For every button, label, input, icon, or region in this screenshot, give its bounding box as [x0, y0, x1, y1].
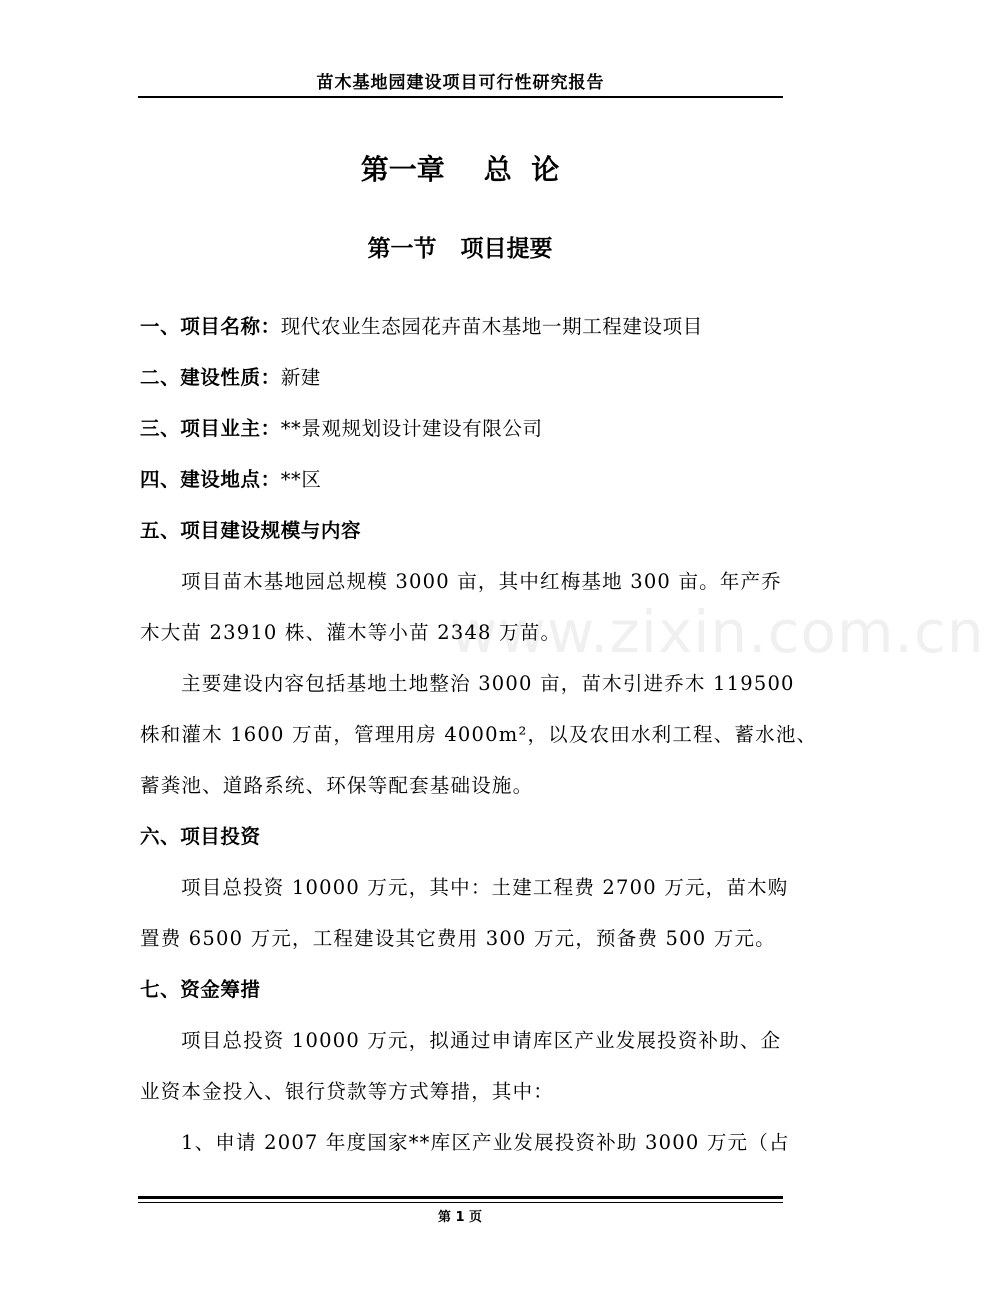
content-line-1: 主要建设内容包括基地土地整治 3000 亩，苗木引进乔木 119500	[181, 672, 795, 695]
item-construction-type	[140, 362, 321, 390]
item-project-name	[140, 311, 703, 339]
page-number: 第 1 页	[437, 1210, 483, 1225]
investment-line-1: 项目总投资 10000 万元，其中：土建工程费 2700 万元，苗木购	[181, 876, 789, 899]
item-value: 现代农业生态园花卉苗木基地一期工程建设项目	[280, 315, 703, 338]
header-rule	[138, 96, 783, 98]
item-label: 五、项目建设规模与内容	[140, 519, 362, 542]
item-label: 一、项目名称：	[140, 315, 281, 338]
investment-line-2: 置费 6500 万元，工程建设其它费用 300 万元，预备费 500 万元。	[140, 927, 776, 950]
running-header: 苗木基地园建设项目可行性研究报告	[316, 73, 605, 93]
footer-rule-thin	[138, 1202, 783, 1203]
chapter-title: 第一章 总 论	[360, 153, 560, 186]
item-project-owner	[140, 413, 543, 441]
item-label: 三、项目业主：	[140, 417, 281, 440]
watermark: www.zixin.com.cn	[450, 598, 985, 666]
funding-line-3: 1、申请 2007 年度国家**库区产业发展投资补助 3000 万元（占	[181, 1131, 790, 1154]
footer-rule-thick	[138, 1196, 783, 1199]
item-value: 新建	[280, 366, 321, 389]
item-label: 二、建设性质：	[140, 366, 281, 389]
content-line-2: 株和灌木 1600 万苗，管理用房 4000m²，以及农田水利工程、蓄水池、	[140, 723, 818, 746]
funding-line-2: 业资本金投入、银行贷款等方式筹措，其中：	[140, 1080, 555, 1103]
content-line-3: 蓄粪池、道路系统、环保等配套基础设施。	[140, 774, 534, 797]
investment-heading: 六、项目投资	[140, 825, 261, 848]
item-location	[140, 464, 322, 492]
section-title: 第一节 项目提要	[367, 236, 553, 262]
item-scale-heading	[140, 515, 361, 543]
funding-heading: 七、资金筹措	[140, 978, 261, 1001]
scale-line-1: 项目苗木基地园总规模 3000 亩，其中红梅基地 300 亩。年产乔	[181, 570, 782, 593]
scale-line-2: 木大苗 23910 株、灌木等小苗 2348 万苗。	[140, 621, 562, 644]
item-label: 四、建设地点：	[140, 468, 281, 491]
item-value: **景观规划设计建设有限公司	[280, 417, 543, 440]
item-value: **区	[280, 468, 322, 491]
funding-line-1: 项目总投资 10000 万元，拟通过申请库区产业发展投资补助、企	[181, 1029, 782, 1052]
